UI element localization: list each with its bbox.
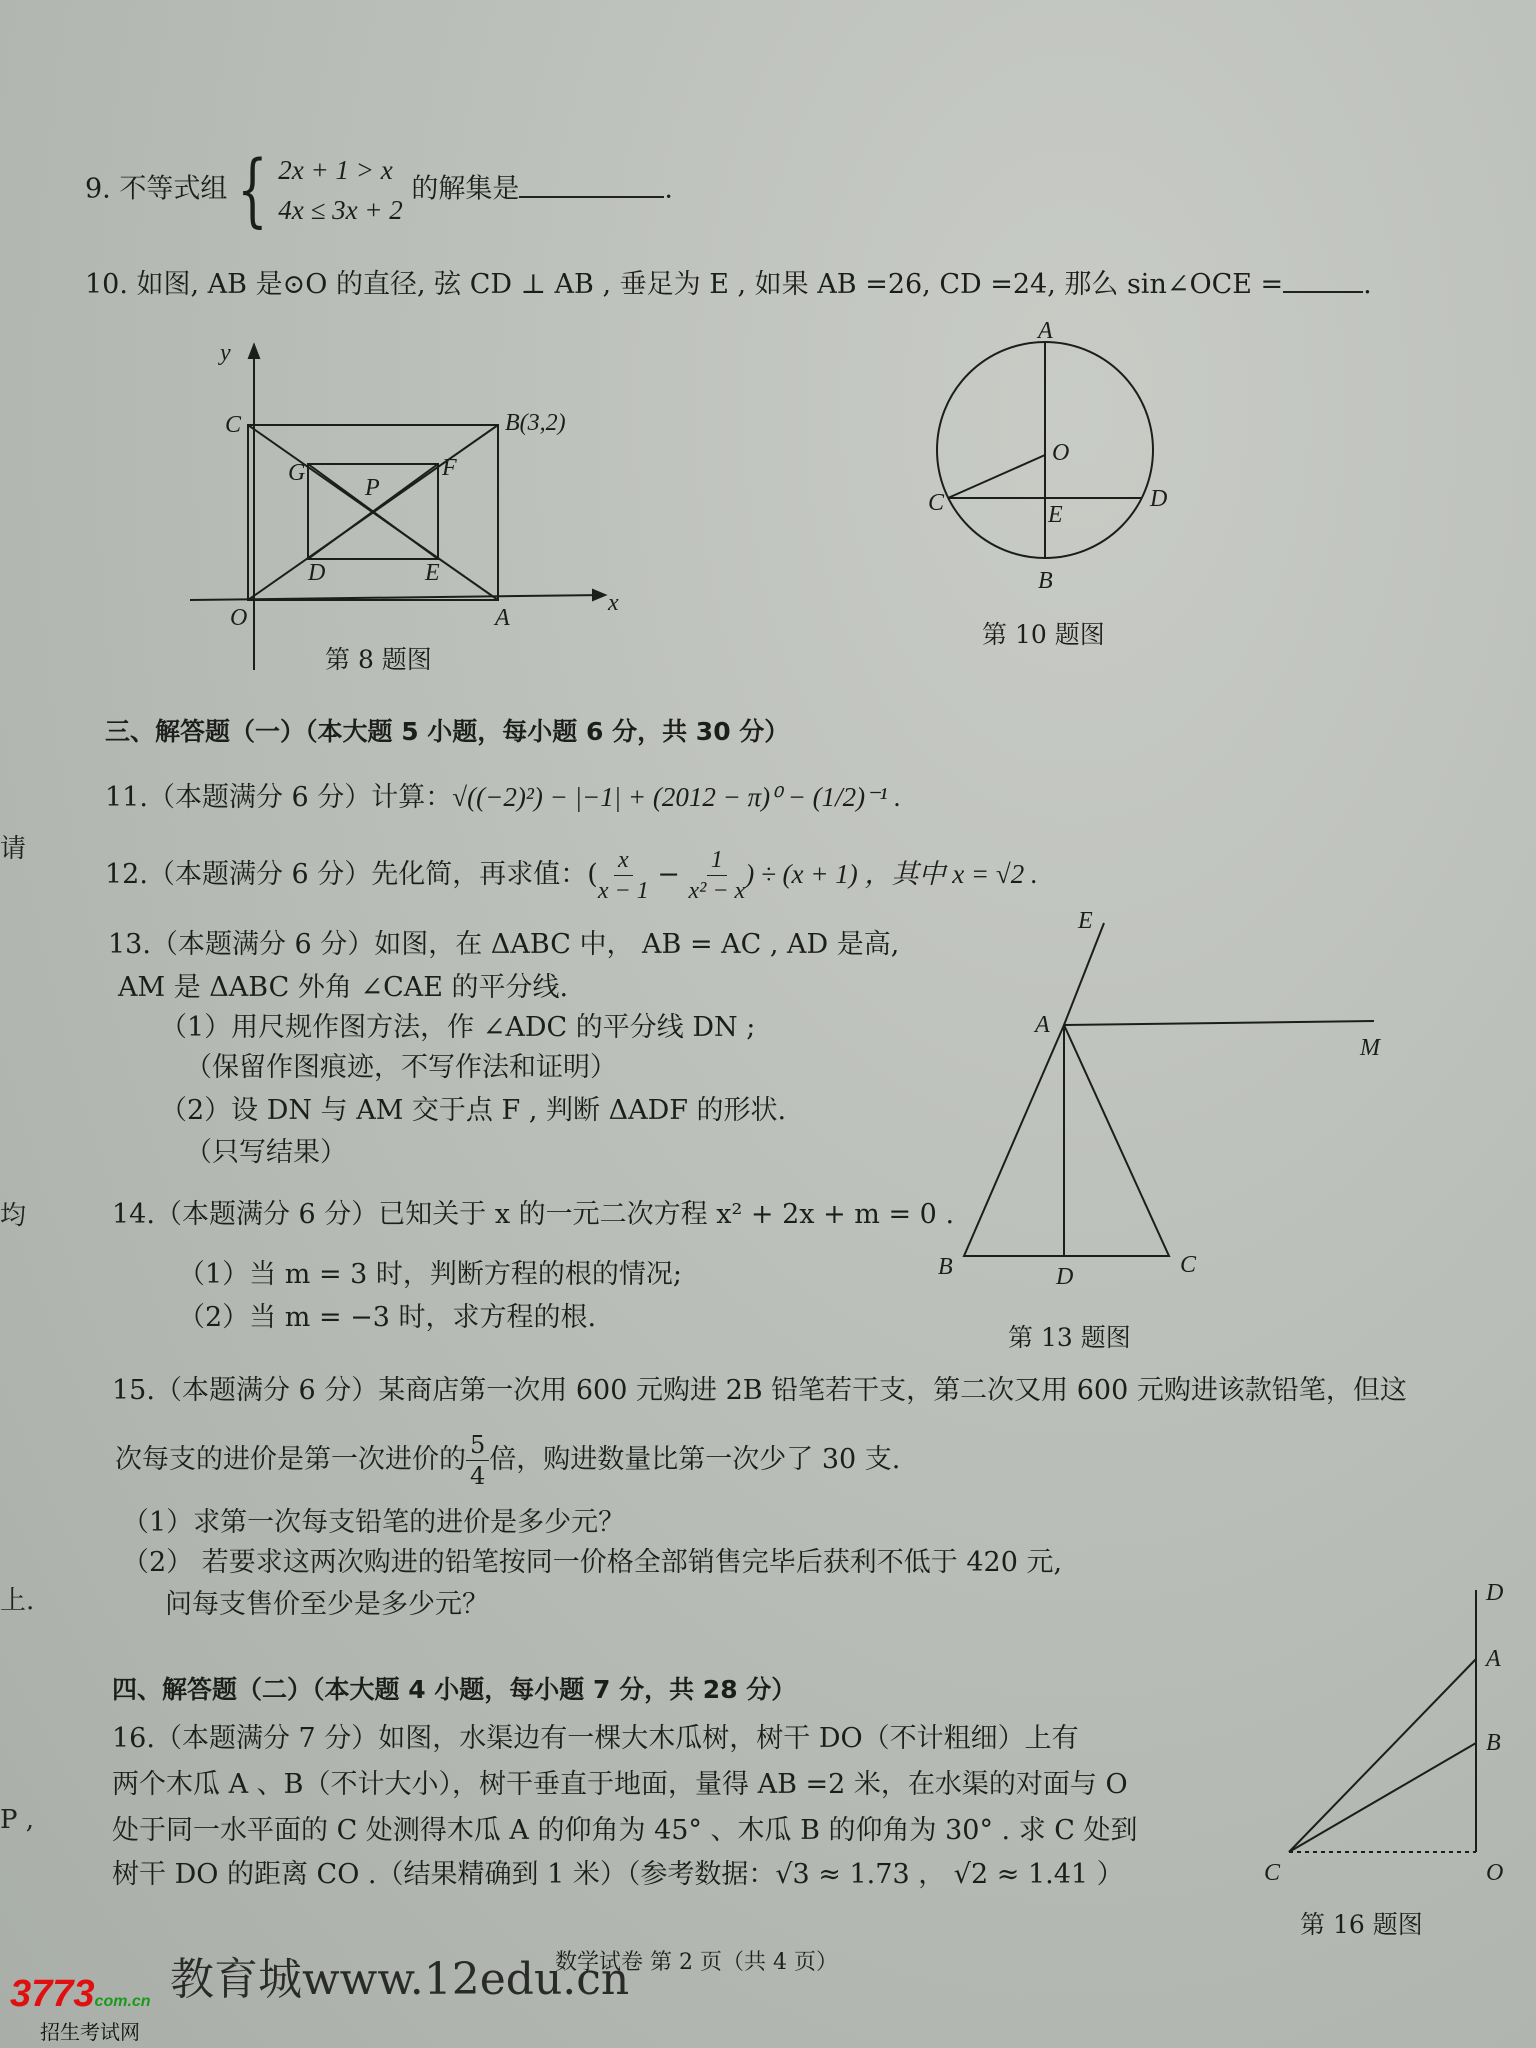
logo-sub: com.cn [94,1993,151,2010]
label-O: O [1052,440,1070,466]
q9-tail: 的解集是 [411,173,520,205]
q13-line: 13.（本题满分 6 分）如图，在 ΔABC 中， AB = AC , AD 是高, [108,929,900,960]
q13-line: AM 是 ΔABC 外角 ∠CAE 的平分线. [118,972,569,1003]
q16-line: 树干 DO 的距离 CO .（结果精确到 1 米）（参考数据：√3 ≈ 1.73 ， √2 ≈ 1.41 ） [112,1859,1124,1890]
inequality-2: 4x ≤ 3x + 2 [278,195,403,225]
q9-number: 9. [85,173,111,205]
q15-line: 问每支售价至少是多少元？ [165,1589,489,1620]
answer-blank [519,196,664,198]
label-B: B [1038,568,1053,594]
label-F: F [442,455,457,481]
q16-line: 处于同一水平面的 C 处测得木瓜 A 的仰角为 45° 、木瓜 B 的仰角为 30° . 求 C 处到 [112,1815,1138,1846]
label-B: B(3,2) [505,410,566,436]
label-B: B [1486,1730,1501,1756]
question-10: 10. 如图, AB 是⊙O 的直径, 弦 CD ⊥ AB , 垂足为 E , 如果 AB =26, CD =24, 那么 sin∠OCE = . [85,269,1372,300]
numerator: x [614,845,633,876]
figure-13-caption: 第 13 题图 [1008,1323,1131,1352]
label-A: A [1035,1012,1050,1038]
label-C: C [225,412,242,438]
label-E: E [1048,502,1063,528]
fraction-1 [598,845,649,906]
q11-expression: √((−2)²) − |−1| + (2012 − π)⁰ − (1/2)⁻¹ . [452,782,902,812]
logo-text: 3773 [10,1973,95,2015]
q13-line: （2）设 DN 与 AM 交于点 F , 判断 ΔADF 的形状. [160,1095,787,1126]
fraction-5-4 [466,1430,489,1491]
question-9: 9. 不等式组 { 2x + 1 > x 4x ≤ 3x + 2 的解集是 . [85,143,673,236]
page-footer: 数学试卷 第 2 页（共 4 页） [555,1950,838,1975]
figure-8-caption: 第 8 题图 [325,645,432,674]
numerator: 1 [707,845,727,876]
label-B: B [938,1254,953,1280]
figure-10-caption: 第 10 题图 [982,620,1105,649]
q10-text: 10. 如图, AB 是⊙O 的直径, 弦 CD ⊥ AB , 垂足为 E , 如果 AB =26, CD =24, 那么 sin∠OCE = [85,269,1284,300]
q14-line: （2）当 m = −3 时，求方程的根. [178,1302,597,1333]
label-C: C [1264,1860,1281,1886]
q15-line: 15.（本题满分 6 分）某商店第一次用 600 元购进 2B 铅笔若干支，第二次又用 600 元购进该款铅笔，但这 [112,1375,1407,1406]
figure-16-caption: 第 16 题图 [1300,1910,1423,1939]
figure-8 [190,340,630,680]
label-E: E [1078,908,1093,934]
text: 倍，购进数量比第一次少了 30 支. [489,1444,901,1475]
q15-line: （2） 若要求这两次购进的铅笔按同一价格全部销售完毕后获利不低于 420 元, [122,1547,1063,1578]
q13-line: （保留作图痕迹，不写作法和证明） [185,1052,617,1083]
label-O: O [230,605,248,631]
figure-16 [1250,1570,1530,1890]
label-x: x [608,590,619,616]
label-A: A [1038,320,1053,344]
denominator: x − 1 [597,878,649,904]
numerator: 5 [466,1430,489,1461]
denominator: x² − x [688,878,746,904]
text: 次每支的进价是第一次进价的 [115,1444,466,1475]
section-4-heading: 四、解答题（二）（本大题 4 小题，每小题 7 分，共 28 分） [112,1675,797,1704]
denominator: 4 [470,1462,486,1490]
watermark-logo [10,1972,151,2024]
fraction-2 [689,845,746,906]
figure-13 [930,900,1390,1290]
q14-line: 14.（本题满分 6 分）已知关于 x 的一元二次方程 x² + 2x + m = 0 . [112,1199,955,1230]
label-D: D [1056,1264,1074,1290]
label-M: M [1360,1035,1380,1061]
label-A: A [495,605,510,631]
label-E: E [425,560,440,586]
inequality-1: 2x + 1 > x [278,155,393,185]
q12-tail: ) ÷ (x + 1) ，其中 x = √2 . [745,859,1038,889]
question-12: 12.（本题满分 6 分）先化简，再求值：( $\frac{x}{x - 1}$ − $\frac{1}{\text{x² − x}}$ ) ÷ (x + 1) ，其中 x = √2 . [105,847,1038,904]
q16-line: 16.（本题满分 7 分）如图，水渠边有一棵大木瓜树，树干 DO（不计粗细）上有 [112,1723,1079,1754]
watermark-tag: 招生考试网 [40,2020,140,2044]
label-P: P [365,475,380,501]
q15-line [115,1430,900,1491]
label-D: D [308,560,326,586]
inequality-system [278,150,403,230]
label-y: y [220,340,231,366]
watermark-site: 教育城www.12edu.cn [170,1954,630,2005]
figure-10 [920,320,1180,610]
q13-line: （只写结果） [185,1137,347,1168]
label-C: C [1180,1252,1197,1278]
label-D: D [1150,486,1168,512]
q9-text: 不等式组 [119,173,228,205]
label-O: O [1486,1860,1504,1886]
label-D: D [1486,1580,1504,1606]
margin-fragment: 均 [0,1201,27,1231]
q11-lead: 11.（本题满分 6 分）计算： [105,782,453,813]
label-A: A [1486,1646,1501,1672]
question-11 [105,775,901,814]
label-G: G [288,460,306,486]
section-3-heading: 三、解答题（一）（本大题 5 小题，每小题 6 分，共 30 分） [105,717,790,746]
q16-line: 两个木瓜 A 、B（不计大小），树干垂直于地面，量得 AB =2 米，在水渠的对面与 O [112,1769,1128,1800]
brace: { [237,143,269,236]
q15-line: （1）求第一次每支铅笔的进价是多少元？ [122,1507,626,1538]
q12-lead: 12.（本题满分 6 分）先化简，再求值： [105,859,588,890]
margin-fragment: 请 [0,834,27,864]
label-C: C [928,490,945,516]
answer-blank [1283,291,1363,293]
q14-line: （1）当 m = 3 时，判断方程的根的情况; [178,1259,683,1290]
q13-line: （1）用尺规作图方法，作 ∠ADC 的平分线 DN ; [160,1012,756,1043]
margin-fragment: 上. [0,1586,35,1616]
margin-fragment: P , [0,1805,35,1835]
